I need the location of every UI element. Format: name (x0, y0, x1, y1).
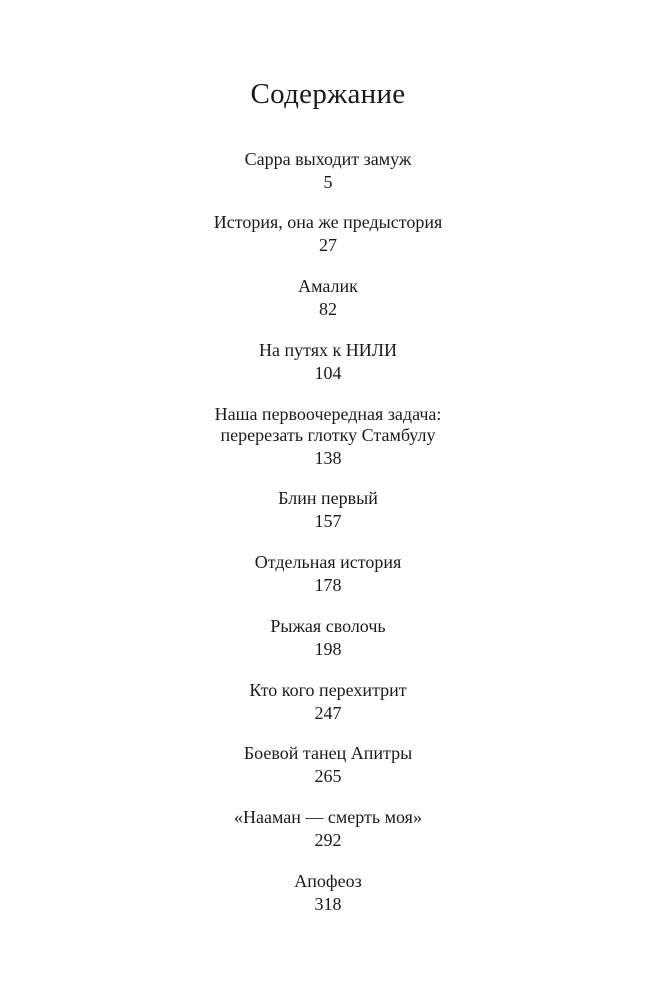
toc-entry-page: 198 (314, 639, 342, 659)
toc-entry-page: 82 (319, 299, 337, 319)
toc-entry (0, 149, 656, 195)
toc-entry-title: «Нааман — смерть моя» (234, 807, 422, 827)
toc-entry-title: На путях к НИЛИ (259, 340, 397, 360)
toc-entry (0, 616, 656, 662)
toc-entry-title: Сарра выходит замуж (244, 149, 412, 169)
toc-entry (0, 871, 656, 917)
toc-entry-page: 27 (319, 235, 337, 255)
toc-entry-page: 138 (314, 448, 342, 468)
toc-entry-page: 5 (323, 172, 333, 192)
toc-entry-title: Кто кого перехитрит (249, 680, 407, 700)
toc-entry-title: Наша первоочередная задача: перерезать глотку Стамбулу (214, 404, 442, 445)
toc-entry-page: 318 (314, 894, 342, 914)
toc-entry-page: 247 (314, 703, 342, 723)
toc-entry-title: Амалик (298, 276, 358, 296)
toc-heading: Содержание (250, 78, 406, 110)
toc-entry-title: Апофеоз (294, 871, 362, 891)
toc-entry (0, 212, 656, 258)
toc-entry (0, 404, 656, 471)
toc-entry-title: Рыжая сволочь (270, 616, 386, 636)
toc-entry-title: Блин первый (278, 488, 378, 508)
toc-entry-page: 157 (314, 511, 342, 531)
toc-entry (0, 807, 656, 853)
toc-entry (0, 743, 656, 789)
toc-entry-page: 292 (314, 830, 342, 850)
toc-entry (0, 552, 656, 598)
toc-entry-page: 265 (314, 766, 342, 786)
toc-entry (0, 276, 656, 322)
toc-entry (0, 680, 656, 726)
toc-entry (0, 488, 656, 534)
toc-entry-title: Боевой танец Апитры (243, 743, 413, 763)
toc-entry (0, 340, 656, 386)
toc-entry-title: История, она же предыстория (213, 212, 443, 232)
toc-entry-title: Отдельная история (254, 552, 402, 572)
toc-entry-page: 178 (314, 575, 342, 595)
toc-entry-page: 104 (314, 363, 342, 383)
